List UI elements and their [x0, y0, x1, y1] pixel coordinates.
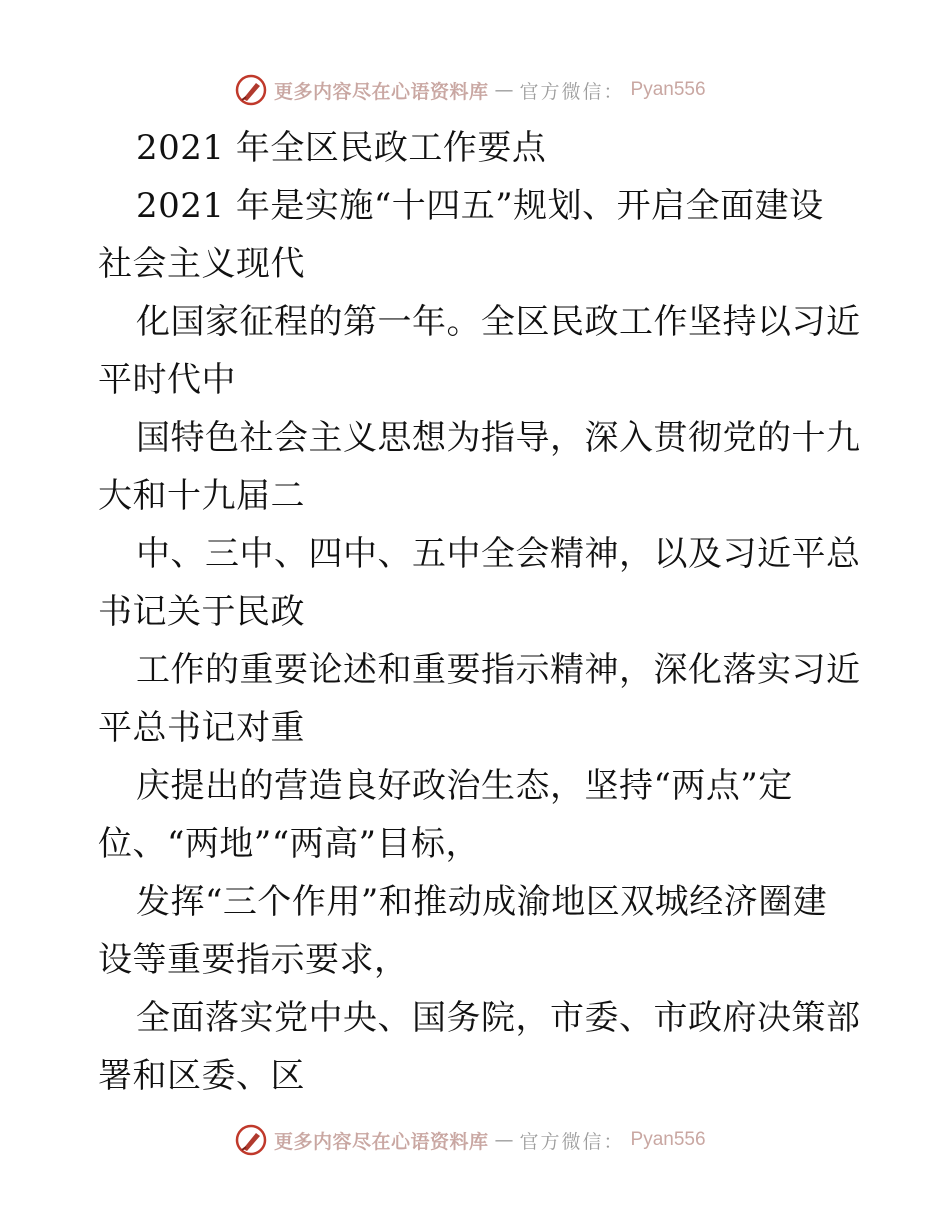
- footer-watermark: [234, 1122, 706, 1158]
- watermark-wechat-id: Pyan556: [630, 1129, 706, 1150]
- watermark-wechat-id: Pyan556: [630, 79, 706, 100]
- paragraph-line: 书记关于民政: [98, 592, 305, 632]
- paragraph-line: 大和十九届二: [98, 476, 305, 516]
- paragraph-line: 工作的重要论述和重要指示精神，深化落实习近: [136, 650, 861, 690]
- paragraph-line: 2021 年是实施“十四五”规划、开启全面建设: [136, 186, 824, 226]
- paragraph-line: 设等重要指示要求，: [98, 940, 409, 980]
- paragraph-line: 平总书记对重: [98, 708, 305, 748]
- document-title: 2021 年全区民政工作要点: [136, 128, 547, 168]
- watermark-text: 更多内容尽在心语资料库: [274, 1130, 489, 1153]
- header-watermark: [234, 72, 706, 108]
- quill-pen-logo-icon: [234, 73, 268, 107]
- paragraph-line: 全面落实党中央、国务院，市委、市政府决策部: [136, 998, 861, 1038]
- quill-pen-logo-icon: [234, 1123, 268, 1157]
- paragraph-line: 庆提出的营造良好政治生态，坚持“两点”定: [136, 766, 793, 806]
- paragraph-line: 化国家征程的第一年。全区民政工作坚持以习近: [136, 302, 861, 342]
- paragraph-line: 国特色社会主义思想为指导，深入贯彻党的十九: [136, 418, 861, 458]
- paragraph-line: 发挥“三个作用”和推动成渝地区双城经济圈建: [136, 882, 828, 922]
- watermark-label: 官方微信：: [519, 1130, 625, 1153]
- paragraph-line: 署和区委、区: [98, 1056, 305, 1096]
- paragraph-line: 中、三中、四中、五中全会精神，以及习近平总: [136, 534, 861, 574]
- watermark-dash: —: [494, 79, 514, 101]
- watermark-label: 官方微信：: [519, 80, 625, 103]
- watermark-dash: —: [494, 1129, 514, 1151]
- paragraph-line: 社会主义现代: [98, 244, 305, 284]
- paragraph-line: 平时代中: [98, 360, 236, 400]
- paragraph-line: 位、“两地”“两高”目标，: [98, 824, 481, 864]
- watermark-text: 更多内容尽在心语资料库: [274, 80, 489, 103]
